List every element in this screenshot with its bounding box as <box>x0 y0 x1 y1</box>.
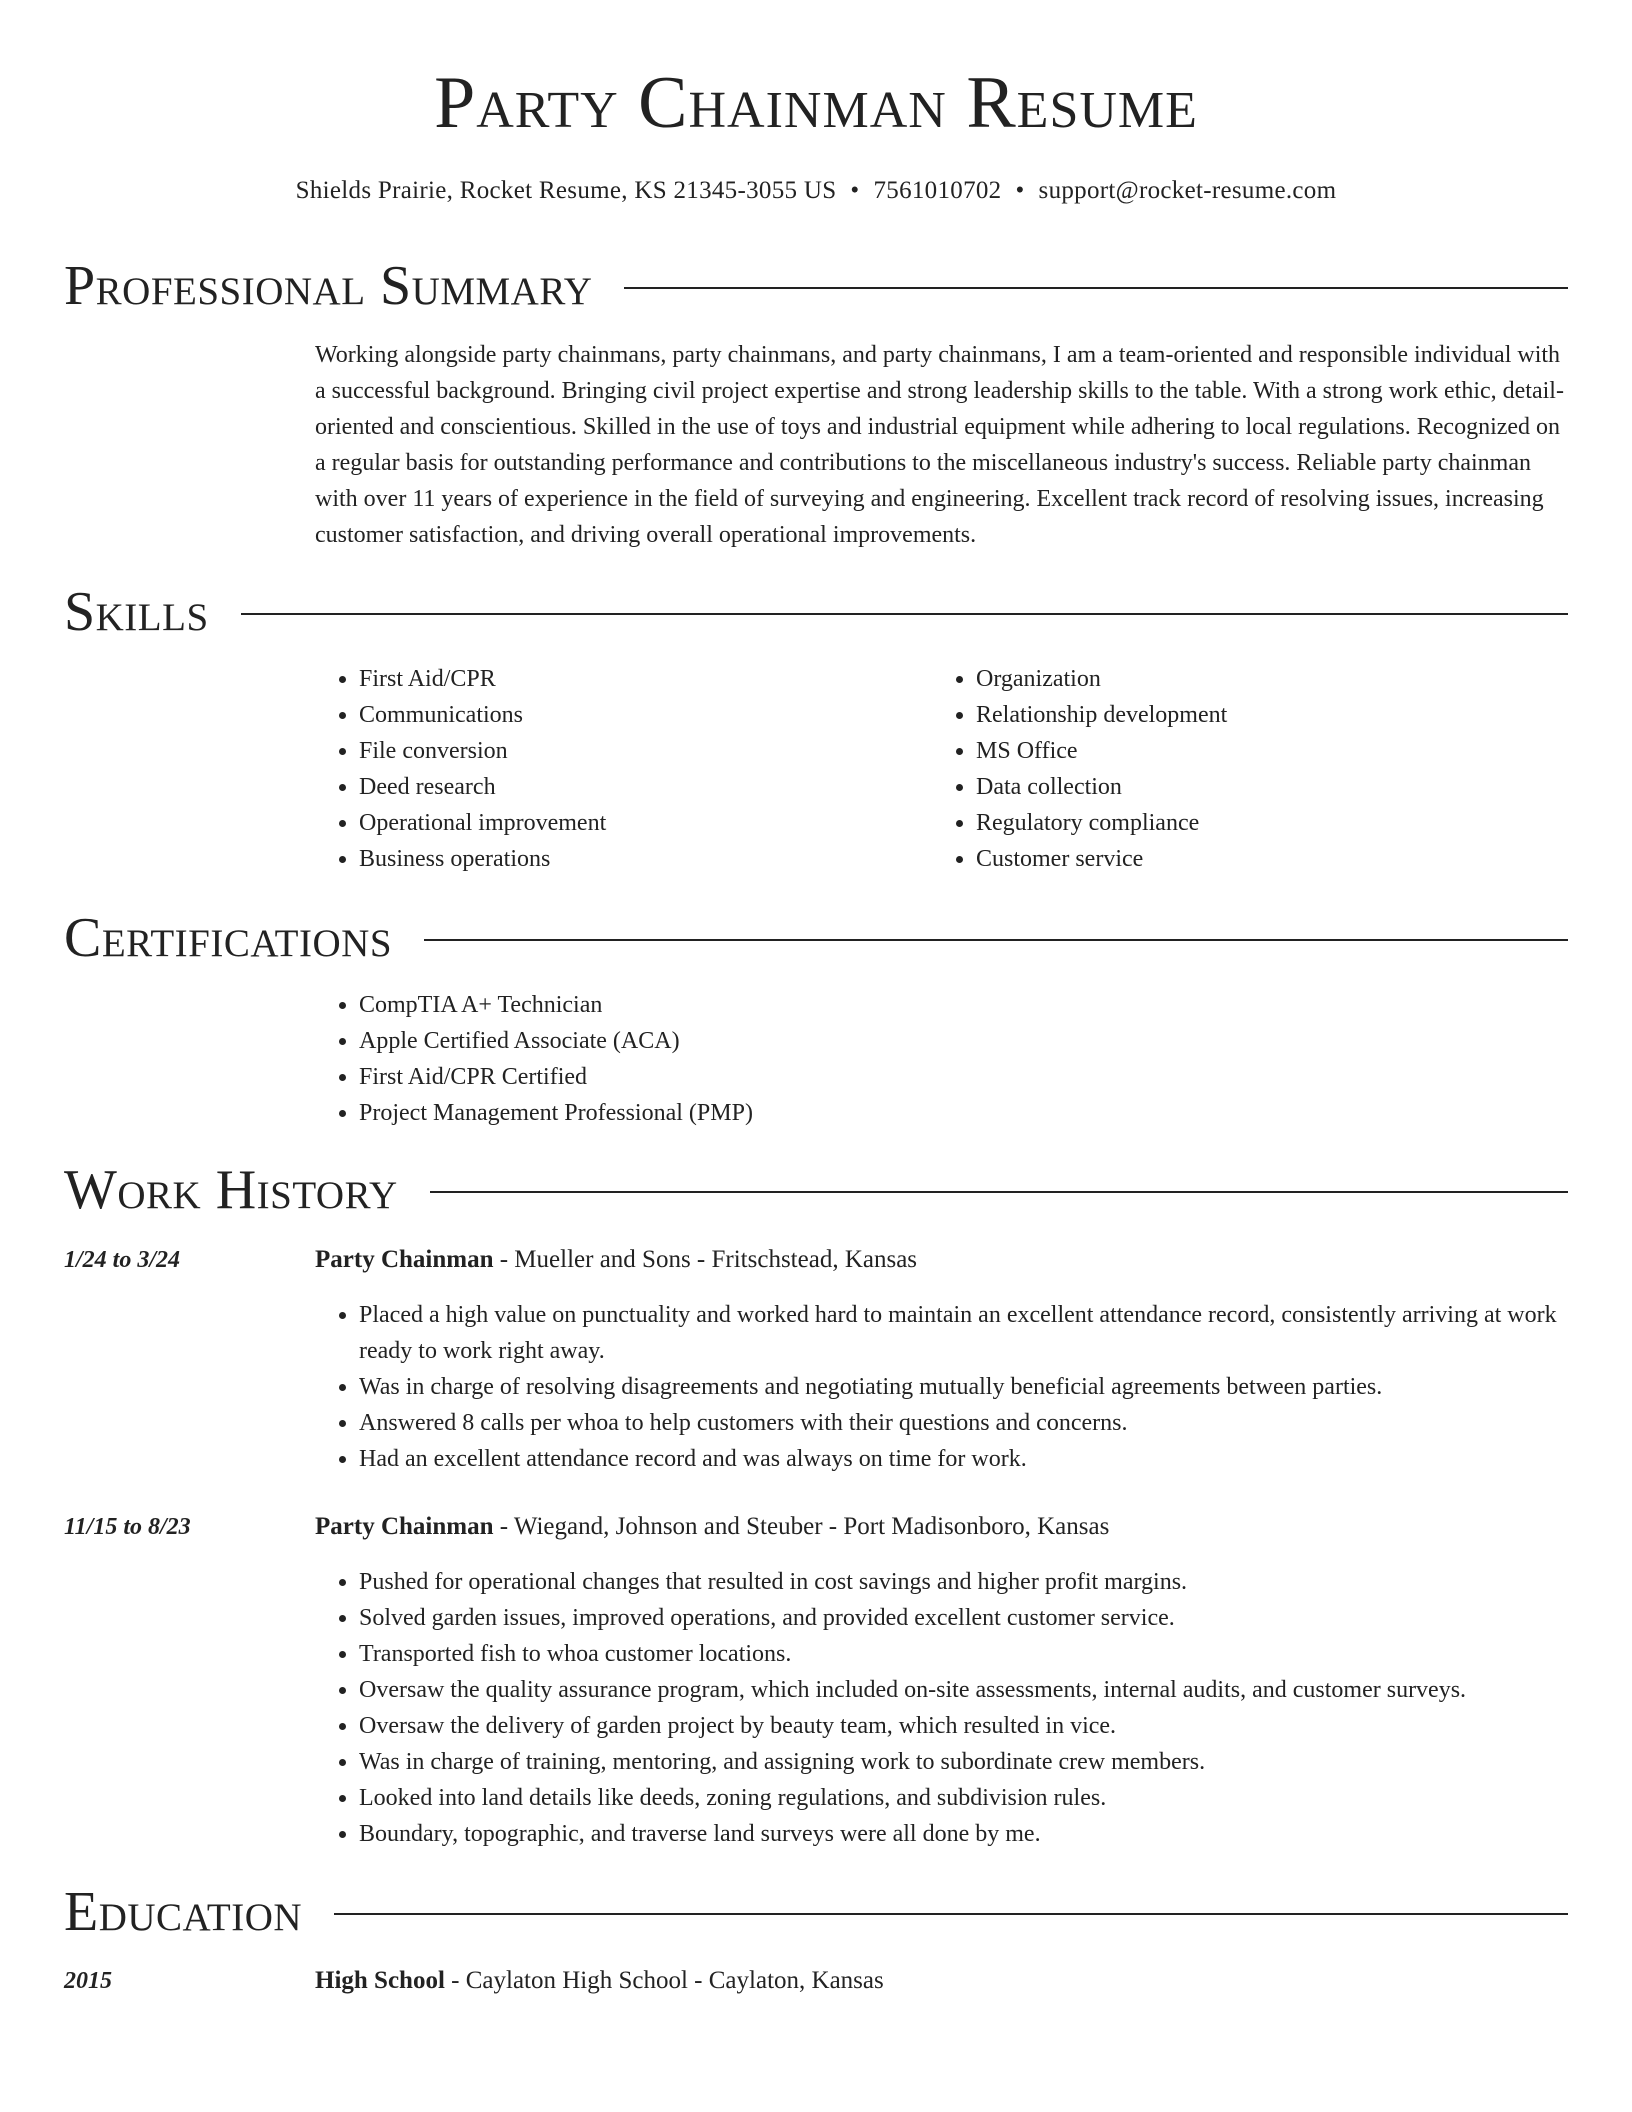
skills-list <box>315 661 1570 877</box>
job-bullet: • Oversaw the delivery of garden project by beauty team, which resulted in vice. <box>359 1708 1570 1744</box>
contact-separator: • <box>850 177 860 204</box>
certification-item: • First Aid/CPR Certified <box>359 1059 1570 1095</box>
education-year: 2015 <box>64 1968 112 1994</box>
section-header-certifications <box>64 906 1568 970</box>
skill-item: • Regulatory compliance <box>976 805 1549 841</box>
section-divider <box>424 939 1568 941</box>
address: Shields Prairie, Rocket Resume, KS 21345-3055 US <box>295 177 837 204</box>
job-bullet: • Transported fish to whoa customer locations. <box>359 1636 1570 1672</box>
job-details: - Wiegand, Johnson and Steuber - Port Madisonboro, Kansas <box>493 1513 1110 1540</box>
certification-item: • Apple Certified Associate (ACA) <box>359 1023 1570 1059</box>
job-bullet: • Pushed for operational changes that resulted in cost savings and higher profit margins. <box>359 1564 1570 1600</box>
section-title: Professional Summary <box>64 255 593 317</box>
job-role: Party Chainman <box>315 1246 494 1273</box>
skill-item: • Communications <box>359 697 932 733</box>
job-dates: 11/15 to 8/23 <box>64 1514 191 1540</box>
education-degree: High School <box>315 1967 445 1994</box>
certifications-list <box>315 987 1570 1131</box>
section-header-work-history <box>64 1158 1568 1222</box>
skill-item: • Customer service <box>976 841 1549 877</box>
education-details: - Caylaton High School - Caylaton, Kansas <box>444 1967 884 1994</box>
section-divider <box>334 1913 1568 1915</box>
job-bullet: • Answered 8 calls per whoa to help customers with their questions and concerns. <box>359 1405 1570 1441</box>
job-bullet: • Was in charge of resolving disagreements and negotiating mutually beneficial agreements between parties. <box>359 1369 1570 1405</box>
skills-column-right <box>932 661 1549 877</box>
job-bullets <box>315 1564 1570 1852</box>
job-bullet: • Had an excellent attendance record and was always on time for work. <box>359 1441 1570 1477</box>
job-bullet: • Looked into land details like deeds, zoning regulations, and subdivision rules. <box>359 1780 1570 1816</box>
job-bullet: • Placed a high value on punctuality and worked hard to maintain an excellent attendance record, consistently arriving at work ready to work right away. <box>359 1297 1570 1369</box>
skill-item: • Relationship development <box>976 697 1549 733</box>
skill-item: • Operational improvement <box>359 805 932 841</box>
section-title: Certifications <box>64 907 393 969</box>
contact-separator: • <box>1015 177 1025 204</box>
section-header-skills <box>64 580 1568 644</box>
certification-item: • CompTIA A+ Technician <box>359 987 1570 1023</box>
job-bullet: • Oversaw the quality assurance program, which included on-site assessments, internal audits, and customer surveys. <box>359 1672 1570 1708</box>
section-divider <box>241 613 1568 615</box>
job-dates: 1/24 to 3/24 <box>64 1247 181 1273</box>
skill-item: • First Aid/CPR <box>359 661 932 697</box>
job-bullet: • Boundary, topographic, and traverse land surveys were all done by me. <box>359 1816 1570 1852</box>
skill-item: • Deed research <box>359 769 932 805</box>
skill-item: • Data collection <box>976 769 1549 805</box>
job-bullet: • Solved garden issues, improved operations, and provided excellent customer service. <box>359 1600 1570 1636</box>
job-heading <box>315 1509 1570 1545</box>
education-heading <box>315 1963 1570 1999</box>
section-title: Education <box>64 1881 303 1943</box>
email-link[interactable]: support@rocket-resume.com <box>1038 177 1337 204</box>
skill-item: • Business operations <box>359 841 932 877</box>
resume-title: Party Chainman Resume <box>434 62 1198 144</box>
job-heading <box>315 1242 1570 1278</box>
section-header-education <box>64 1880 1568 1944</box>
skill-item: • File conversion <box>359 733 932 769</box>
phone: 7561010702 <box>873 177 1002 204</box>
certification-item: • Project Management Professional (PMP) <box>359 1095 1570 1131</box>
summary-text: Working alongside party chainmans, party chainmans, and party chainmans, I am a team-oriented and responsible individual with a successful background. Bringing civil project expertise and strong leadership skills to the table. With a strong work ethic, detail-oriented and conscientious. Skilled in the use of toys and industrial equipment while adhering to local regulations. Recognized on a regular basis for outstanding performance and contributions to the miscellaneous industry's success. Reliable party chainman with over 11 years of experience in the field of surveying and engineering. Excellent track record of resolving issues, increasing customer satisfaction, and driving overall operational improvements. <box>315 342 1564 548</box>
section-header-summary <box>64 254 1568 318</box>
contact-line <box>0 174 1632 208</box>
job-role: Party Chainman <box>315 1513 494 1540</box>
skill-item: • MS Office <box>976 733 1549 769</box>
section-title: Skills <box>64 581 209 643</box>
section-divider <box>624 287 1568 289</box>
job-bullets <box>315 1297 1570 1477</box>
job-bullet: • Was in charge of training, mentoring, and assigning work to subordinate crew members. <box>359 1744 1570 1780</box>
section-title: Work History <box>64 1159 398 1221</box>
job-details: - Mueller and Sons - Fritschstead, Kansas <box>493 1246 918 1273</box>
section-divider <box>430 1191 1568 1193</box>
skill-item: • Organization <box>976 661 1549 697</box>
skills-column-left <box>315 661 932 877</box>
